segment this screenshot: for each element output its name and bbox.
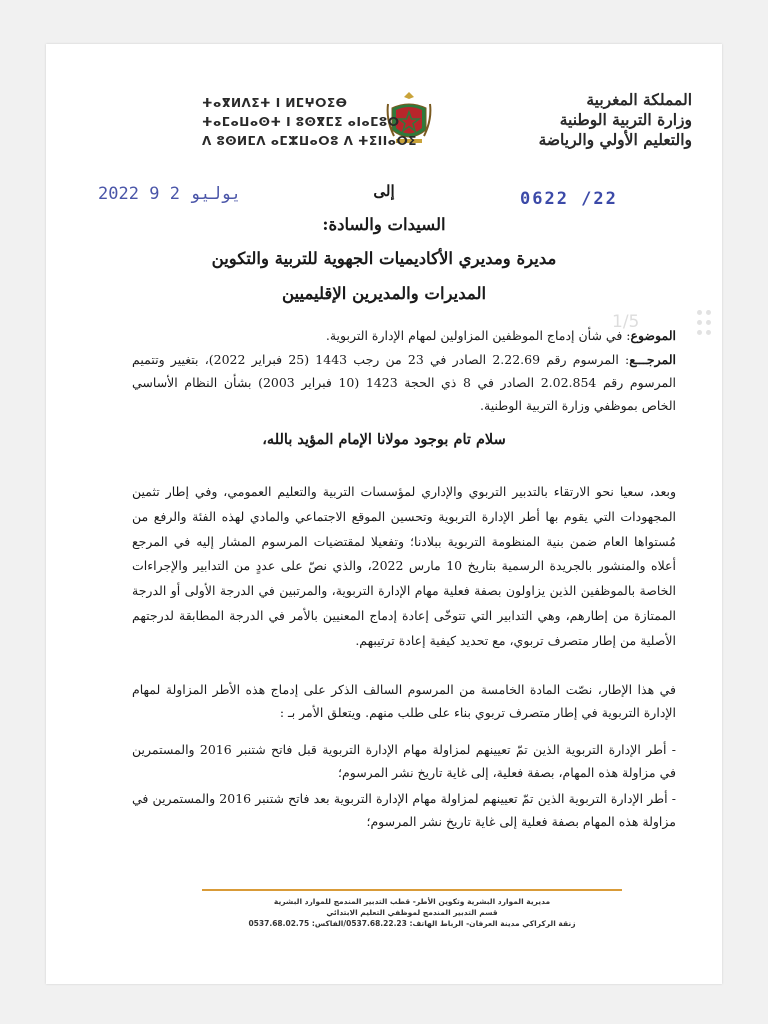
ministry-line-3: والتعليم الأولي والرياضة [538,130,692,149]
page-indicator: 1/5 [612,312,640,332]
to-label: إلى [373,182,395,200]
ministry-line-1: المملكة المغربية [586,90,692,109]
salutation: السيدات والسادة: [322,215,446,234]
ministry-line-2: وزارة التربية الوطنية [559,110,692,129]
tifinagh-line-1: ⵜⴰⴳⵍⴷⵉⵜ ⵏ ⵍⵎⵖⵔⵉⴱ [202,96,348,110]
tifinagh-line-2: ⵜⴰⵎⴰⵡⴰⵙⵜ ⵏ ⵓⵙⴳⵎⵉ ⴰⵏⴰⵎⵓⵔ [202,115,400,129]
drag-handle-icon[interactable] [697,310,717,338]
footer-address [202,896,622,929]
reference-block [132,348,676,417]
subject-line [132,324,676,347]
recipient-line-2: المديرات والمديرين الإقليميين [281,284,487,303]
letter-page [46,44,722,984]
greeting: سلام تام بوجود مولانا الإمام المؤيد بالله، [262,431,506,448]
footer-line-1: مديرية الموارد البشرية وتكوين الأطر- قطب التدبير المندمج للموارد البشرية [273,897,551,906]
subject-text: : في شأن إدماج الموظفين المزاولين لمهام الإدارة التربوية. [325,328,631,343]
reference-text: : المرسوم رقم 2.22.69 الصادر في 23 من رجب 1443 (25 فبراير 2022)، بتغيير وتتميم المرسوم رقم 2.02.854 الصادر في 8 ذي الحجة 1423 (10 فبراير 2003) بشأن النظام الأساسي الخاص بموظفي وزارة التربية الوطنية. [132,352,676,413]
subject-label: الموضوع [630,328,676,343]
date-stamp: 2022 يوليو 2 9 [98,184,242,204]
body-paragraph-2: في هذا الإطار، نصّت المادة الخامسة من المرسوم السالف الذكر على إدماج هذه الأطر المزاولة لمهام الإدارة التربوية في إطار متصرف تربوي بناء على طلب منهم. ويتعلق الأمر بـ : [132,682,676,720]
footer-line-2: قسم التدبير المندمج لموظفي التعليم الابتدائي [326,908,498,917]
footer-line-3: زنقة الركراكي مدينة العرفان- الرباط الهاتف: 0537.68.22.23/الفاكس: 0537.68.02.75 [248,919,576,928]
footer-divider [202,889,622,891]
bullet-item-1: - أطر الإدارة التربوية الذين تمّ تعيينهم لمزاولة مهام الإدارة التربوية قبل فاتح شتنبر 2016 والمستمرين في مزاولة هذه المهام، بصفة فعلية، إلى غاية تاريخ نشر المرسوم؛ [132,742,676,780]
ministry-name-tifinagh [202,94,422,151]
ministry-name-arabic [462,90,692,150]
reference-label: المرجـــع [629,352,677,367]
body-paragraph-1: وبعد، سعيا نحو الارتقاء بالتدبير التربوي والإداري لمؤسسات التربية والتعليم العمومي، وفي إطار تثمين المجهودات التي يقوم بها أطر الإدارة التربوية وتحسين الموقع الاجتماعي والمادي لهذه الفئة والرفع من مُستواها العام ضمن بنية المنظومة التربوية ببلادنا؛ وتفعيلا لمقتضيات المرسوم المشار إليه في المرجع أعلاه والمنشور بالجريدة الرسمية بتاريخ 10 مارس 2022، والذي نصّ على عددٍ من التدابير والإجراءات الخاصة بالموظفين الذين يزاولون بصفة فعلية مهام الإدارة التربوية، والمرتبين في الدرجة الأولى أو الدرجة الممتازة من إطارهم، وهي التدابير التي تتوخّى إعادة إدماج المعنيين بالأمر في الدرجة المطابقة لدرجتهم الأصلية من إطار متصرف تربوي، مع تحديد كيفية إعادة ترتيبهم. [132,484,676,648]
recipient-line-1: مديرة ومديري الأكاديميات الجهوية للتربية والتكوين [211,249,557,268]
tifinagh-line-3: ⴷ ⵓⵙⵍⵎⴷ ⴰⵎⵣⵡⴰⵔⵓ ⴷ ⵜⵉⵏⵏⴰⵔⵉ [202,134,417,148]
reference-number-stamp: 0622 /22 [520,189,618,209]
bullet-item-2: - أطر الإدارة التربوية الذين تمّ تعيينهم لمزاولة مهام الإدارة التربوية بعد فاتح شتنبر 2016 والمستمرين في مزاولة هذه المهام بصفة فعلية إلى غاية تاريخ نشر المرسوم؛ [132,791,676,829]
